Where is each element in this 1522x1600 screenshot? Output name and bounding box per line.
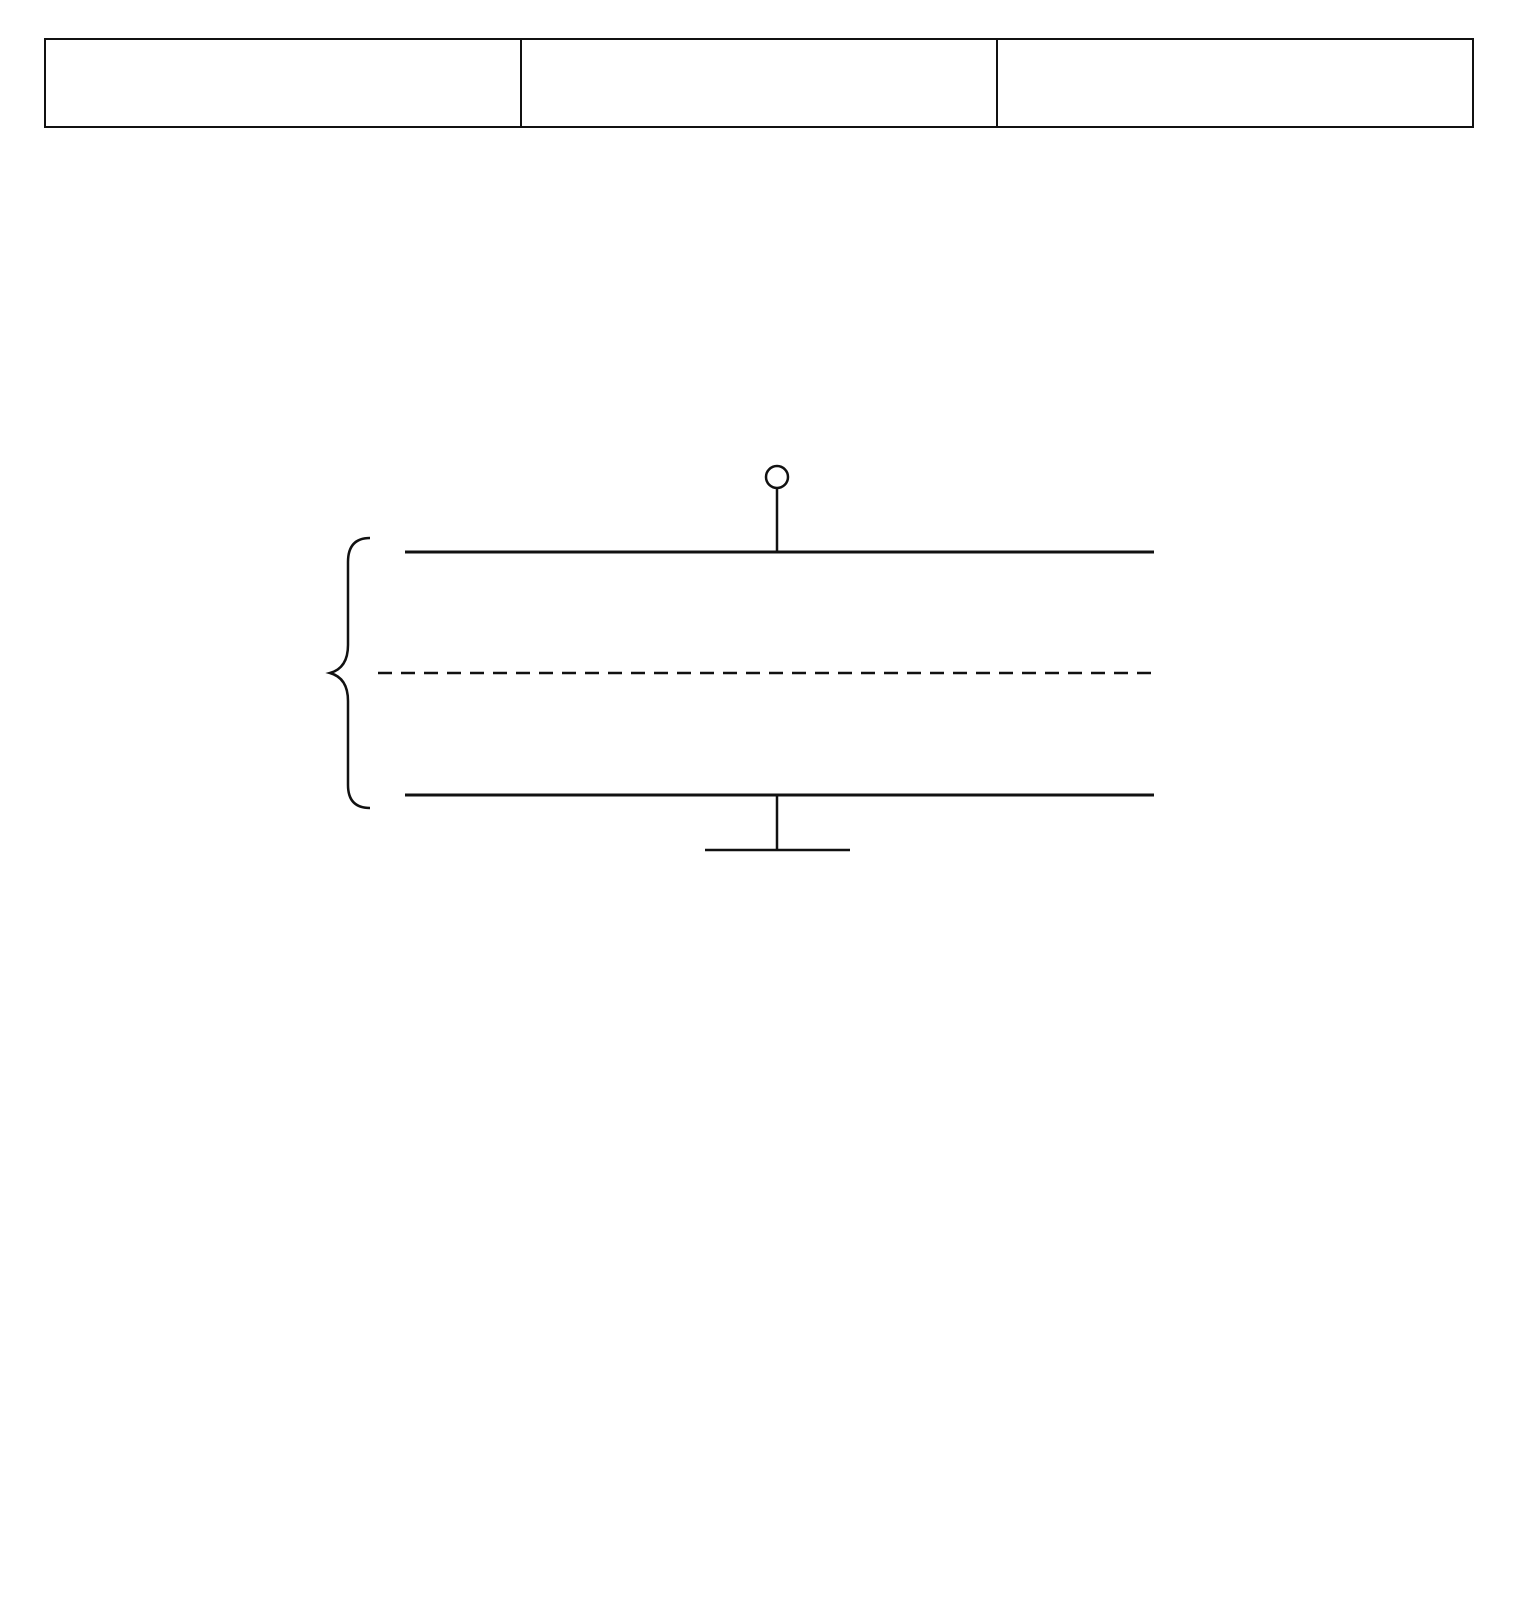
capacitor-figure	[0, 450, 1522, 900]
meta-table	[44, 38, 1474, 128]
exam-session	[521, 39, 997, 127]
exam-name	[45, 39, 521, 127]
separation-brace	[330, 538, 370, 808]
question-marks	[997, 39, 1473, 127]
terminal-icon	[766, 466, 788, 488]
meta-row	[45, 39, 1473, 127]
